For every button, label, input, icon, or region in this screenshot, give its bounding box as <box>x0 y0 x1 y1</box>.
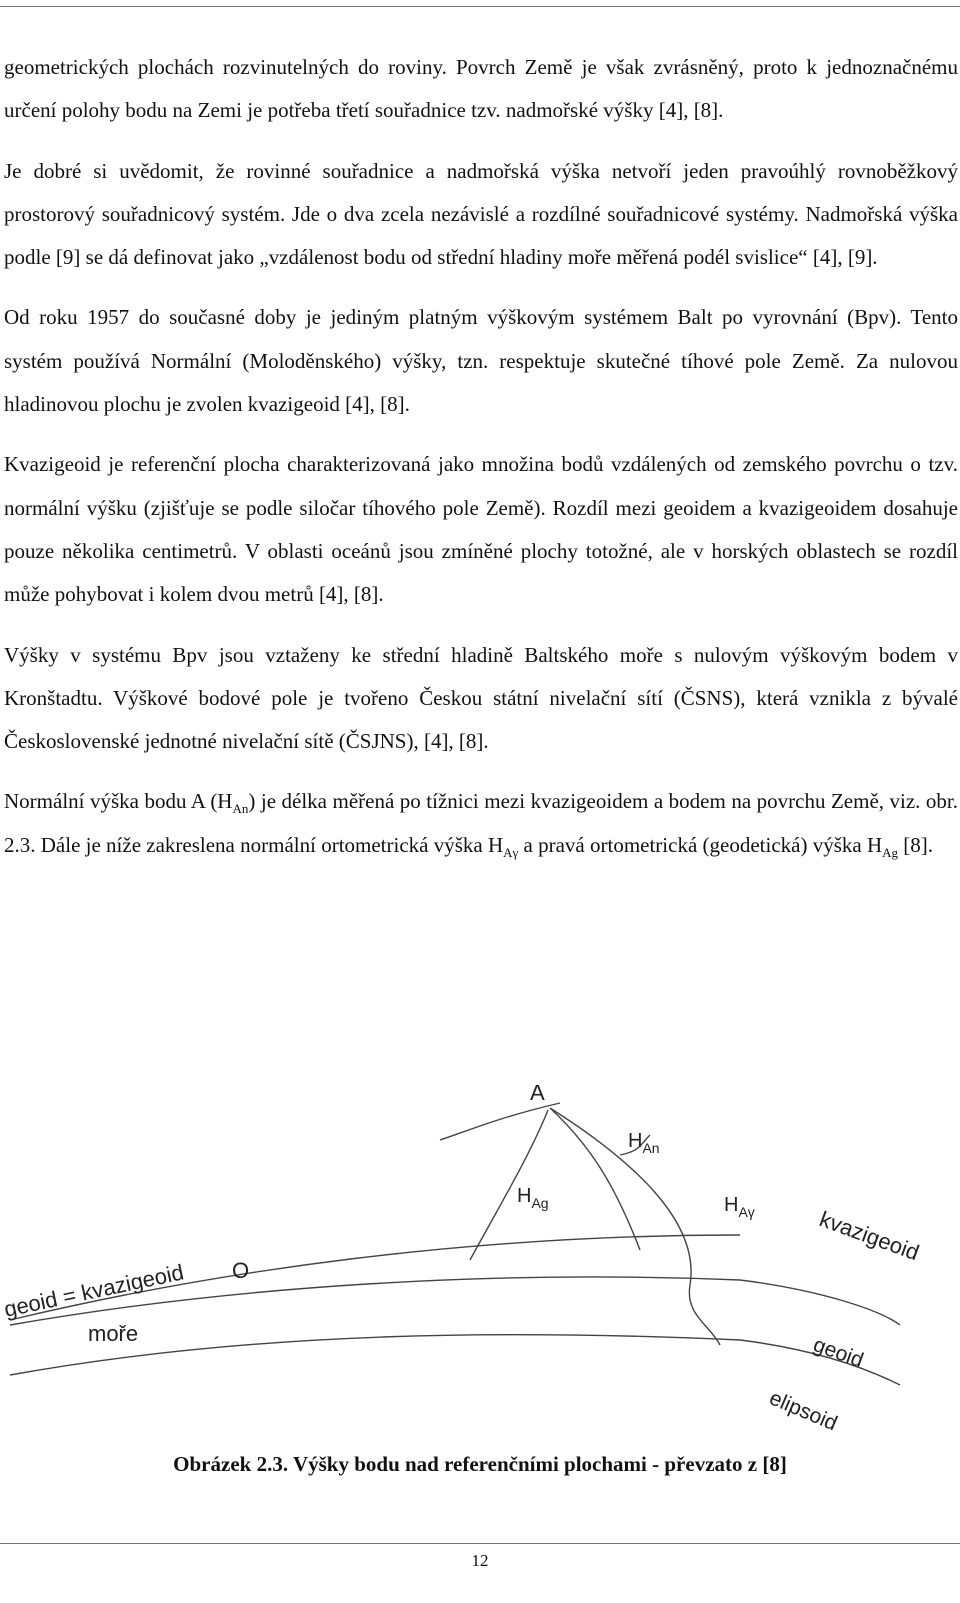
figure-heights-diagram <box>0 1085 960 1445</box>
header-rule <box>0 6 960 7</box>
footer-rule <box>0 1543 960 1544</box>
plumb-line-hag <box>470 1110 548 1260</box>
paragraph-2: Je dobré si uvědomit, že rovinné souřadnice a nadmořská výška netvoří jeden pravoúhlý rovnoběžkový prostorový souřadnicový systém. Jde o dva zcela nezávislé a rozdílné souřadnicové systémy. Nadmořská výška podle [9] se dá definovat jako „vzdálenost bodu od střední hladiny moře měřená podél svislice“ [4], [9]. <box>4 158 958 270</box>
point-a-label: A <box>530 1085 545 1105</box>
kvazigeoid-label: kvazigeoid <box>816 1206 923 1266</box>
elipsoid-label: elipsoid <box>766 1386 841 1436</box>
normal-line-han <box>550 1108 640 1250</box>
paragraph-1: geometrických plochách rozvinutelných do roviny. Povrch Země je však zvrásněný, proto k jednoznačnému určení polohy bodu na Zemi je potřeba třetí souřadnice tzv. nadmořské výšky [4], [8]. <box>4 55 958 123</box>
elipsoid-curve <box>10 1335 900 1385</box>
h-agamma-label: $H_{A\gamma}$ <box>724 1194 755 1220</box>
document-body <box>4 46 958 867</box>
point-o-label: O <box>232 1258 250 1283</box>
page-number: 12 <box>471 1551 489 1570</box>
geoid-label: geoid <box>810 1333 867 1373</box>
h-ag-label: $H_{Ag}$ <box>517 1185 549 1211</box>
more-label: moře <box>88 1321 139 1346</box>
terrain-surface <box>440 1103 560 1140</box>
paragraph-5: Výšky v systému Bpv jsou vztaženy ke střední hladině Baltského moře s nulovým výškovým bodem v Kronštadtu. Výškové bodové pole je tvořeno Českou státní nivelační sítí (ČSNS), která vznikla z bývalé Československé jednotné nivelační sítě (ČSJNS), [4], [8]. <box>4 642 958 754</box>
geoid-kvazigeoid-label: geoid = kvazigeoid <box>1 1259 186 1322</box>
paragraph-3: Od roku 1957 do současné doby je jediným platným výškovým systémem Balt po vyrovnání (Bpv). Tento systém používá Normální (Moloděnského) výšky, tzn. respektuje skutečné tíhové pole Země. Za nulovou hladinovou plochu je zvolen kvazigeoid [4], [8]. <box>4 305 958 417</box>
paragraph-6: Normální výška bodu A $(H_{An})$ je délka měřená po tížnici mezi kvazigeoidem a bodem na povrchu Země, viz. obr. 2.3. Dále je níže zakreslena normální ortometrická výška $H_{A\gamma}$ a pravá ortometrická (geodetická) výška $H_{Ag}$ [8]. <box>4 789 958 860</box>
h-an-label: $H_{An}$ <box>628 1130 660 1156</box>
figure-caption: Obrázek 2.3. Výšky bodu nad referenčními plochami - převzato z [8] <box>173 1452 787 1476</box>
paragraph-4: Kvazigeoid je referenční plocha charakterizovaná jako množina bodů vzdálených od zemského povrchu o tzv. normální výšku (zjišťuje se podle siločar tíhového pole Země). Rozdíl mezi geoidem a kvazigeoidem dosahuje pouze několika centimetrů. V oblasti oceánů jsou zmíněné plochy totožné, ale v horských oblastech se rozdíl může pohybovat i kolem dvou metrů [4], [8]. <box>4 452 958 607</box>
